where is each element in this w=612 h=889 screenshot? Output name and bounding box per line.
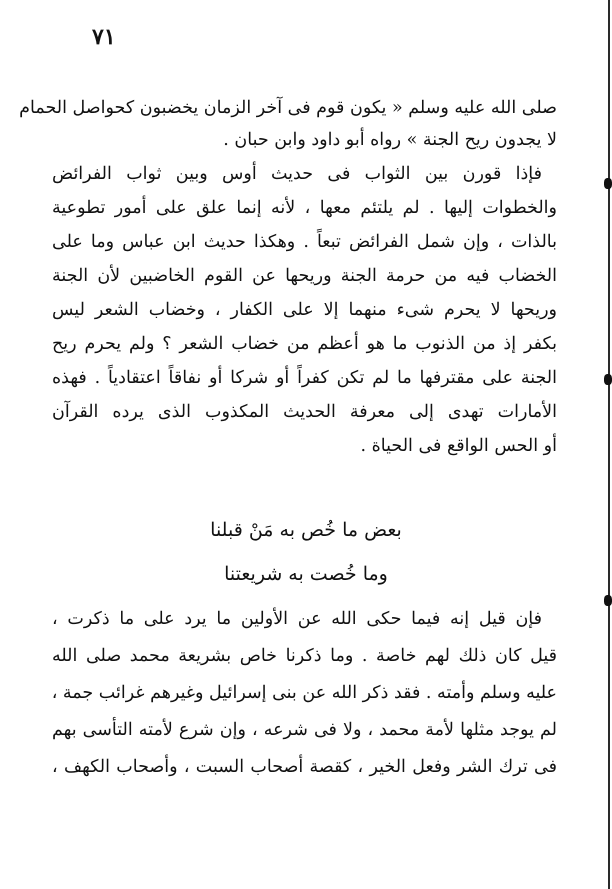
- page-number: ٧١: [92, 24, 116, 50]
- paragraph-line: أو الحس الواقع فى الحياة .: [360, 436, 557, 456]
- paragraph-line: الجنة على مقترفها ما لم تكن كفراً أو شركا أو نفاقاً اعتقادياً . فهذه: [52, 368, 557, 388]
- edge-mark: [604, 374, 612, 385]
- edge-mark: [604, 595, 612, 606]
- page-edge-shadow: [608, 0, 610, 889]
- paragraph-line: وريحها لا يحرم شىء منهما إلا على الكفار ، وخضاب الشعر ليس: [52, 300, 557, 320]
- paragraph-line: بالذات ، وإن شمل الفرائض تبعاً . وهكذا حديث ابن عباس وما على: [52, 232, 557, 252]
- section-heading-line: بعض ما خُص به مَنْ قبلنا: [210, 519, 402, 541]
- paragraph-line: لم يوجد مثلها لأمة محمد ، ولا فى شرعه ، وإن شرع لأمته التأسى بهم: [52, 720, 557, 740]
- edge-mark: [604, 178, 612, 189]
- paragraph-line: عليه وسلم وأمته . فقد ذكر الله عن بنى إسرائيل وغيرهم غرائب جمة ،: [51, 683, 557, 703]
- paragraph-line: صلى الله عليه وسلم « يكون قوم فى آخر الزمان يخضبون كحواصل الحمام: [19, 98, 557, 118]
- paragraph-line: فى ترك الشر وفعل الخير ، كقصة أصحاب السبت ، وأصحاب الكهف ،: [52, 757, 557, 777]
- paragraph-line: بكفر إذ من الذنوب ما هو أعظم من خضاب الشعر ؟ ولم يحرم ريح: [52, 334, 557, 354]
- section-heading-line: وما خُصت به شريعتنا: [224, 563, 388, 585]
- paragraph-line: فإذا قورن بين الثواب فى حديث أوس وبين ثواب الفرائض: [52, 164, 542, 184]
- paragraph-line: والخطوات إليها . لم يلتئم معها ، لأنه إنما علق على أمور تطوعية: [52, 198, 557, 218]
- paragraph-line: فإن قيل إنه فيما حكى الله عن الأولين ما يرد على ما ذكرت ،: [52, 609, 543, 629]
- paragraph-line: الخضاب فيه من حرمة الجنة وريحها عن القوم الخاضبين لأن الجنة: [52, 266, 557, 286]
- paragraph-line: الأمارات تهدى إلى معرفة الحديث المكذوب الذى يرده القرآن: [52, 402, 557, 422]
- paragraph-line: لا يجدون ريح الجنة » رواه أبو داود وابن حبان .: [223, 130, 557, 150]
- paragraph-line: قيل كان ذلك لهم خاصة . وما ذكرنا خاص بشريعة محمد صلى الله: [52, 646, 557, 666]
